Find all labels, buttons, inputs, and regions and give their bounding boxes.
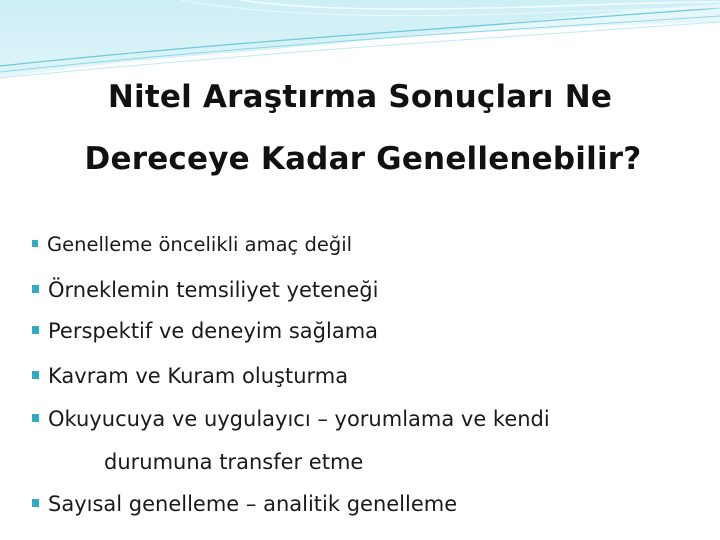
title-line-1: Nitel Araştırma Sonuçları Ne (107, 79, 613, 115)
bullet-text-2: Örneklemin temsiliyet yeteneği (48, 278, 379, 302)
bullet-text-4: Kavram ve Kuram oluşturma (48, 364, 349, 388)
square-bullet-icon (32, 414, 39, 422)
bullet-item-3 (32, 317, 378, 345)
bullet-text-3: Perspektif ve deneyim sağlama (48, 319, 379, 343)
bullet-item-6 (32, 490, 457, 518)
bullet-item-5-continuation: durumuna transfer etme (104, 450, 364, 474)
bullet-item-2 (32, 276, 378, 304)
square-bullet-icon (32, 371, 39, 379)
bullet-item-4 (32, 362, 348, 390)
bullet-text-5: Okuyucuya ve uygulayıcı – yorumlama ve kendi (48, 407, 550, 431)
square-bullet-icon (32, 240, 38, 247)
square-bullet-icon (32, 499, 39, 507)
bullet-text-6: Sayısal genelleme – analitik genelleme (48, 492, 458, 516)
bullet-item-5 (32, 405, 550, 433)
title-line-2: Dereceye Kadar Genellenebilir? (84, 141, 642, 177)
bullet-text-1: Genelleme öncelikli amaç değil (47, 233, 353, 256)
bullet-item-1 (32, 231, 352, 259)
square-bullet-icon (32, 326, 39, 334)
square-bullet-icon (32, 285, 39, 293)
